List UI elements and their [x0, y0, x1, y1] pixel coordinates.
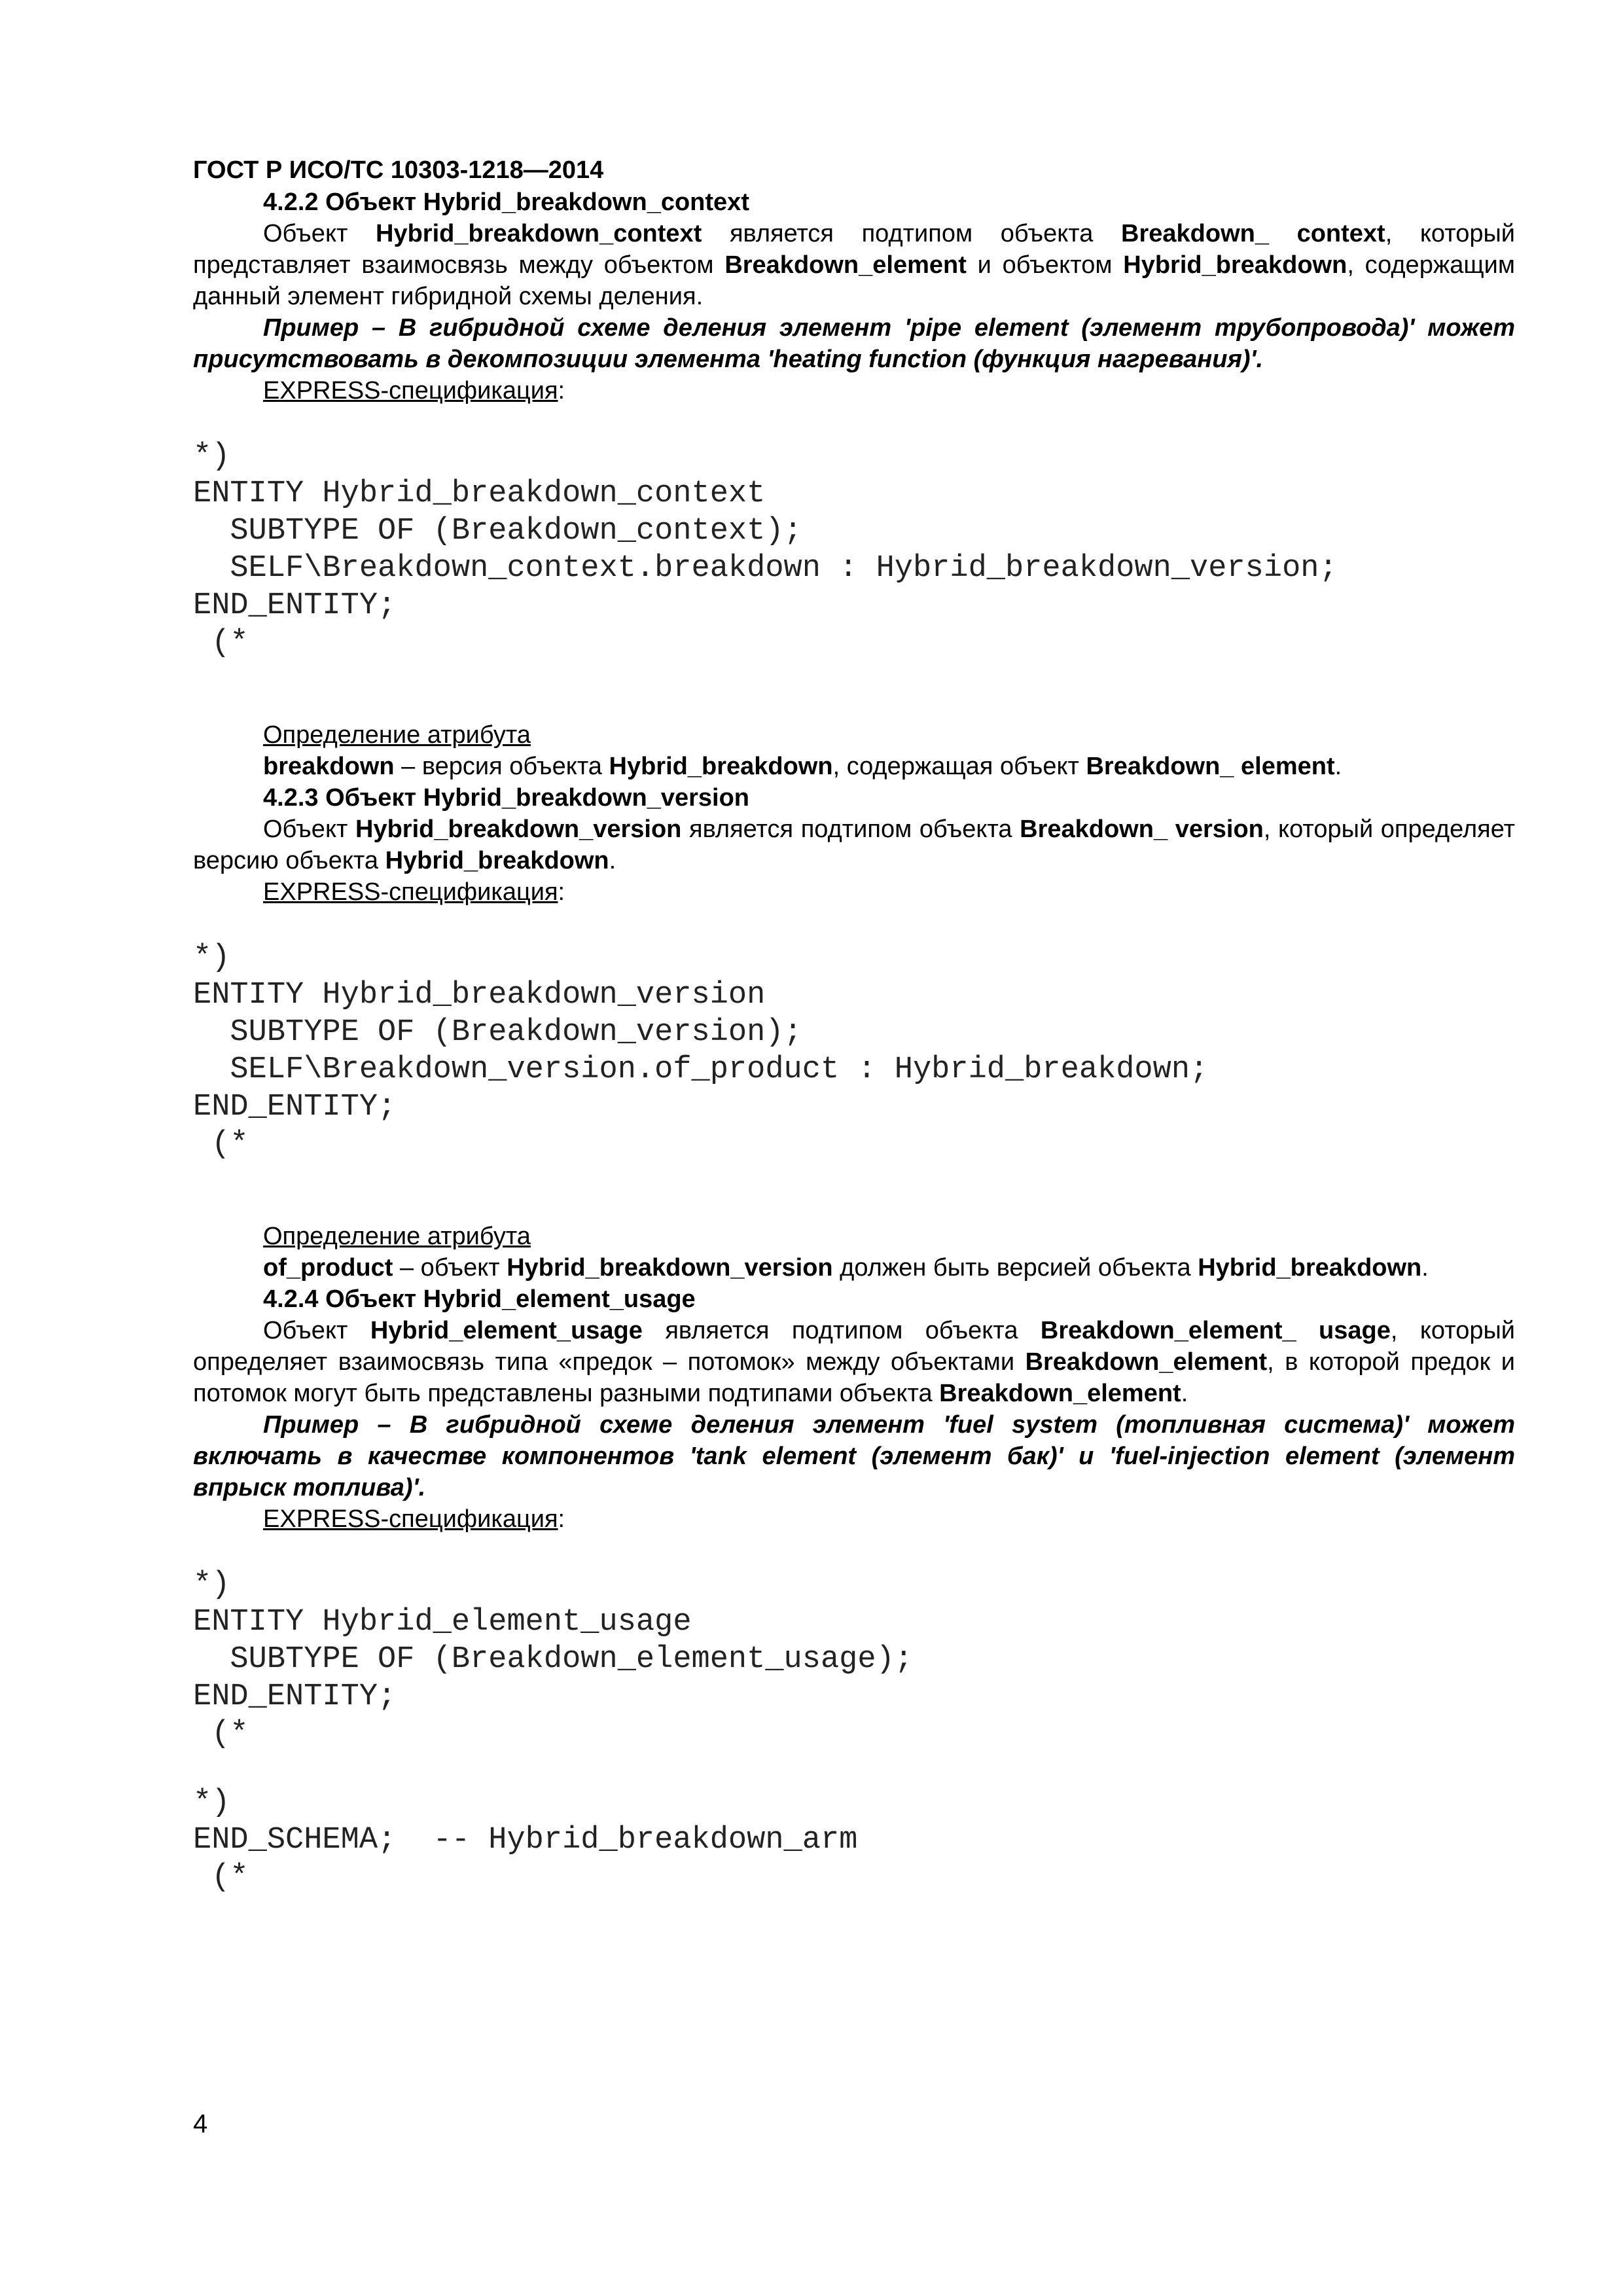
code-line: SELF\Breakdown_version.of_product : Hybrid_breakdown;: [193, 1052, 1209, 1087]
express-colon: :: [558, 377, 565, 404]
code-line: (*: [193, 1860, 249, 1895]
express-label-4-2-3: [193, 876, 1515, 908]
text-run: , содержащая объект: [832, 753, 1086, 780]
text-run: Объект: [263, 816, 356, 843]
text-run: Объект: [263, 220, 376, 247]
text-run: , содержащим данный элемент гибридной схемы деления.: [193, 251, 1515, 310]
page-number: 4: [193, 2109, 208, 2138]
code-line: ENTITY Hybrid_breakdown_context: [193, 476, 766, 511]
attr-def-label-4-2-2: [193, 719, 1515, 751]
text-run: , который определяет версию объекта: [193, 816, 1516, 874]
text-run: и объектом: [966, 251, 1124, 279]
bold-term: Hybrid_breakdown: [1198, 1254, 1422, 1282]
code-line: SUBTYPE OF (Breakdown_version);: [193, 1015, 802, 1050]
code-line: END_SCHEMA; -- Hybrid_breakdown_arm: [193, 1823, 858, 1857]
text-run: является подтипом объекта: [702, 220, 1122, 247]
example-4-2-2: Пример – В гибридной схеме деления элемент 'pipe element (элемент трубопровода)' может присутствовать в декомпозиции элемента 'heating function (функция нагревания)'.: [193, 314, 1515, 373]
text-run: , который определяет взаимосвязь типа «предок – потомок» между объектами: [193, 1317, 1515, 1376]
bold-term: Breakdown_element: [724, 251, 967, 279]
attr-def-4-2-2: [193, 751, 1515, 782]
text-run: .: [609, 847, 616, 874]
text-run: , который представляет взаимосвязь между объектом: [193, 220, 1516, 279]
bold-term: Hybrid_breakdown_context: [376, 220, 702, 247]
bold-term: Breakdown_element: [1025, 1348, 1268, 1376]
bold-term: of_product: [263, 1254, 393, 1282]
code-line: (*: [193, 626, 249, 660]
bold-term: Breakdown_element: [939, 1380, 1181, 1407]
code-line: SUBTYPE OF (Breakdown_context);: [193, 514, 802, 548]
express-spec-link: EXPRESS-спецификация: [263, 1505, 558, 1533]
bold-term: breakdown: [263, 753, 395, 780]
bold-term: Hybrid_breakdown: [609, 753, 833, 780]
code-block-4-2-3: [193, 939, 1515, 1163]
section-heading-4-2-3: 4.2.3 Объект Hybrid_breakdown_version: [263, 784, 750, 812]
document-header: ГОСТ Р ИСО/ТС 10303-1218—2014: [193, 156, 604, 184]
code-line: *): [193, 941, 230, 975]
express-spec-link: EXPRESS-спецификация: [263, 377, 558, 404]
code-line: *): [193, 1785, 230, 1820]
bold-term: Hybrid_breakdown: [385, 847, 609, 874]
express-label-4-2-2: [193, 375, 1515, 406]
code-line: ENTITY Hybrid_breakdown_version: [193, 978, 766, 1013]
text-run: является подтипом объекта: [642, 1317, 1041, 1344]
text-run: является подтипом объекта: [681, 816, 1020, 843]
paragraph-4-2-4: [193, 1315, 1515, 1409]
code-line: SELF\Breakdown_context.breakdown : Hybrid_breakdown_version;: [193, 551, 1338, 586]
code-line: END_ENTITY;: [193, 1090, 397, 1124]
bold-term: Breakdown_ element: [1086, 753, 1335, 780]
bold-term: Hybrid_breakdown_version: [355, 816, 682, 843]
text-run: – версия объекта: [394, 753, 609, 780]
page-content: [193, 154, 1515, 1896]
attr-def-4-2-3: [193, 1252, 1515, 1283]
code-line: END_ENTITY;: [193, 588, 397, 623]
code-line: *): [193, 1568, 230, 1602]
example-4-2-4: Пример – В гибридной схеме деления элемент 'fuel system (топливная система)' может включать в качестве компонентов 'tank element (элемент бак)' и 'fuel-injection element (элемент впрыск топлива)'.: [193, 1411, 1515, 1501]
paragraph-4-2-2: [193, 218, 1515, 312]
text-run: Объект: [263, 1317, 370, 1344]
code-block-4-2-4: [193, 1566, 1515, 1753]
bold-term: Hybrid_element_usage: [370, 1317, 643, 1344]
express-label-4-2-4: [193, 1503, 1515, 1535]
code-line: (*: [193, 1717, 249, 1751]
express-colon: :: [558, 878, 565, 906]
section-heading-4-2-4: 4.2.4 Объект Hybrid_element_usage: [263, 1285, 696, 1313]
paragraph-4-2-3: [193, 814, 1515, 876]
bold-term: Breakdown_element_ usage: [1040, 1317, 1391, 1344]
text-run: , в которой предок и потомок могут быть представлены разными подтипами объекта: [193, 1348, 1515, 1407]
express-spec-link: EXPRESS-спецификация: [263, 878, 558, 906]
bold-term: Breakdown_ version: [1020, 816, 1264, 843]
code-block-4-2-2: [193, 438, 1515, 662]
code-line: END_ENTITY;: [193, 1679, 397, 1714]
bold-term: Breakdown_ context: [1121, 220, 1385, 247]
text-run: .: [1334, 753, 1342, 780]
code-line: ENTITY Hybrid_element_usage: [193, 1605, 692, 1640]
code-line: *): [193, 439, 230, 474]
code-line: (*: [193, 1127, 249, 1162]
attr-def-heading: Определение атрибута: [263, 1223, 531, 1250]
text-run: – объект: [393, 1254, 507, 1282]
attr-def-heading: Определение атрибута: [263, 721, 531, 749]
text-run: .: [1181, 1380, 1188, 1407]
code-line: SUBTYPE OF (Breakdown_element_usage);: [193, 1642, 913, 1677]
express-colon: :: [558, 1505, 565, 1533]
code-block-end-schema: [193, 1784, 1515, 1896]
text-run: .: [1421, 1254, 1429, 1282]
bold-term: Hybrid_breakdown: [1123, 251, 1347, 279]
bold-term: Hybrid_breakdown_version: [507, 1254, 833, 1282]
text-run: должен быть версией объекта: [832, 1254, 1198, 1282]
section-heading-4-2-2: 4.2.2 Объект Hybrid_breakdown_context: [263, 188, 749, 216]
attr-def-label-4-2-3: [193, 1221, 1515, 1252]
